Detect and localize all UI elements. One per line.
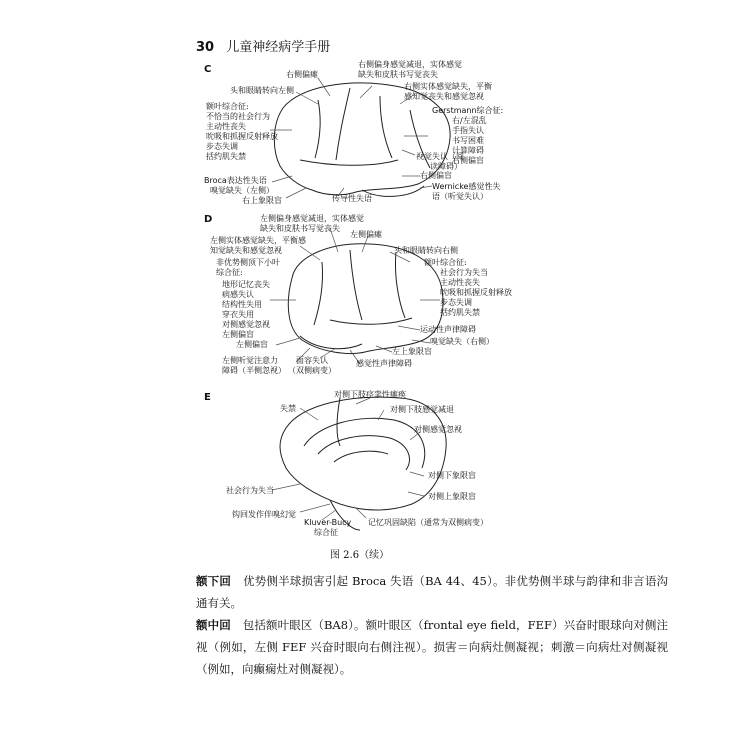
c-label-wernicke-2: 语（听觉失认） bbox=[432, 192, 488, 201]
d-label-left1-2: 知觉缺失和感觉忽视 bbox=[210, 246, 282, 255]
panel-d-letter: D bbox=[204, 214, 213, 225]
c-label-wernicke-1: Wernicke感觉性失 bbox=[432, 182, 501, 191]
d-label-left1-1: 左侧实体感觉缺失，平衡感 bbox=[210, 236, 306, 245]
e-label-kluver-1: Kluver-Bucy bbox=[304, 518, 352, 527]
d-nd-item: 结构性失用 bbox=[222, 300, 262, 309]
e-label-incontinence: 失禁 bbox=[280, 404, 296, 413]
brain-e-cingulate bbox=[304, 418, 425, 468]
e-label-memory: 记忆巩固缺陷（通常为双侧病变） bbox=[368, 518, 488, 527]
c-label-top-2: 缺失和皮肤书写觉丧失 bbox=[358, 70, 438, 79]
c-frontal-item: 主动性丧失 bbox=[206, 122, 246, 131]
c-label-right-hemianopia: 右侧偏盲 bbox=[420, 171, 452, 180]
c-frontal-title: 额叶综合征: bbox=[206, 102, 249, 111]
d-frontal-item: 主动性丧失 bbox=[440, 278, 480, 287]
e-label-neglect: 对侧感觉忽视 bbox=[414, 425, 462, 434]
paragraph-term: 额下回 bbox=[196, 574, 232, 588]
c-label-right-hemiplegia: 右侧偏瘫 bbox=[286, 70, 318, 79]
d-label-motor-aprosody: 运动性声律障碍 bbox=[420, 325, 476, 334]
paragraph-text: 包括额叶眼区（BA8）。额叶眼区（frontal eye field，FEF）兴奋时眼球向对侧注视（例如，左侧 FEF 兴奋时眼向右侧注视）。损害＝向病灶侧凝视；刺激＝向病灶对侧凝视（例如，向癫痫灶对侧凝视）。 bbox=[196, 618, 668, 676]
d-nd-item: 地形记忆丧失 bbox=[222, 280, 270, 289]
c-gerstmann-item: 计算障碍 bbox=[452, 146, 484, 155]
d-label-anosmia: 嗅觉缺失（右侧） bbox=[430, 337, 494, 346]
d-label-prosop-1: 面容失认 bbox=[296, 356, 328, 365]
d-nd-item: 左侧偏盲 bbox=[222, 330, 254, 339]
book-title: 儿童神经病学手册 bbox=[226, 40, 331, 55]
d-label-head-eyes: 头和眼睛转向右侧 bbox=[394, 246, 458, 255]
paragraph-term: 额中回 bbox=[196, 618, 231, 632]
e-label-lower-quadrant: 对侧下象限盲 bbox=[428, 471, 476, 480]
panel-e-letter: E bbox=[204, 392, 211, 403]
figure-caption: 图 2.6（续） bbox=[330, 550, 390, 561]
d-label-left-hemiplegia: 左侧偏瘫 bbox=[350, 230, 382, 239]
e-label-kluver-2: 综合征 bbox=[314, 528, 338, 537]
c-label-broca: Broca表达性失语 bbox=[204, 176, 267, 185]
c-label-upper-quadrant: 右上象限盲 bbox=[242, 196, 282, 205]
d-nd-item: 穿衣失用 bbox=[222, 310, 254, 319]
panel-c-letter: C bbox=[204, 64, 212, 75]
d-frontal-item: 括约肌失禁 bbox=[440, 308, 480, 317]
c-label-head-eyes: 头和眼睛转向左侧 bbox=[230, 86, 294, 95]
c-frontal-item: 不恰当的社会行为 bbox=[206, 112, 270, 121]
c-gerstmann-item: 书写困难 bbox=[452, 136, 484, 145]
paragraph-inferior-frontal bbox=[196, 570, 668, 614]
figure-leader-lines bbox=[270, 78, 440, 520]
c-label-top-1: 右侧偏身感觉减退，实体感觉 bbox=[358, 60, 462, 69]
c-gerstmann-item: 手指失认 bbox=[452, 126, 484, 135]
c-frontal-item: 步态失调 bbox=[206, 142, 238, 151]
brain-d-cerebellum bbox=[300, 336, 362, 349]
c-gerstmann-item: 右侧偏盲 bbox=[452, 156, 484, 165]
d-label-prosop-2: （双侧病变） bbox=[288, 366, 336, 375]
e-label-leg-sensory: 对侧下肢感觉减退 bbox=[390, 405, 454, 414]
d-label-top-1: 左侧偏身感觉减退，实体感觉 bbox=[260, 214, 364, 223]
c-gerstmann-item: 右/左混乱 bbox=[452, 116, 487, 125]
d-frontal-item: 步态失调 bbox=[440, 298, 472, 307]
d-frontal-title: 额叶综合征: bbox=[424, 258, 467, 267]
d-label-upper-quadrant: 左上象限盲 bbox=[392, 347, 432, 356]
c-frontal-item: 吮吸和抓握反射释放 bbox=[206, 132, 278, 141]
d-label-sensory-aprosody: 感觉性声律障碍 bbox=[356, 359, 412, 368]
c-label-agnosia-2: 读障碍） bbox=[430, 162, 462, 171]
c-label-anosmia: 嗅觉缺失（左侧） bbox=[210, 186, 274, 195]
c-label-right1-1: 右侧实体感觉缺失，平衡 bbox=[404, 82, 492, 91]
d-nd-item: 病感失认 bbox=[222, 290, 254, 299]
d-label-left-hemianopia: 左侧偏盲 bbox=[236, 340, 268, 349]
brain-d-temporal bbox=[330, 318, 412, 324]
e-label-social: 社会行为失当 bbox=[226, 486, 274, 495]
brain-c-temporal bbox=[300, 160, 398, 165]
c-gerstmann-title: Gerstmann综合征: bbox=[432, 106, 504, 115]
c-label-right1-2: 感知觉丧失和感觉忽视 bbox=[404, 92, 484, 101]
e-label-leg-paralysis: 对侧下肢痉挛性瘫痪 bbox=[334, 390, 406, 399]
brain-e-corpus-callosum bbox=[318, 436, 409, 470]
d-label-top-2: 缺失和皮肤书写觉丧失 bbox=[260, 224, 340, 233]
d-label-neglect-1: 左侧听觉注意力 bbox=[222, 356, 278, 365]
d-nd-item: 对侧感觉忽视 bbox=[222, 320, 270, 329]
brain-d-outline bbox=[288, 244, 443, 354]
d-label-neglect-2: 障碍（半侧忽视） bbox=[222, 366, 286, 375]
e-label-uncinate: 钩回发作伴嗅幻觉 bbox=[232, 510, 296, 519]
page-number: 30 bbox=[196, 40, 215, 55]
d-frontal-item: 吮吸和抓握反射释放 bbox=[440, 288, 512, 297]
e-label-upper-quadrant: 对侧上象限盲 bbox=[428, 492, 476, 501]
d-frontal-item: 社会行为失当 bbox=[440, 268, 488, 277]
paragraph-text: 优势侧半球损害引起 Broca 失语（BA 44、45）。非优势侧半球与韵律和非言语沟通有关。 bbox=[196, 574, 669, 610]
d-nd-title-2: 综合征: bbox=[216, 268, 243, 277]
c-frontal-item: 括约肌失禁 bbox=[206, 152, 246, 161]
c-label-conduction: 传导性失语 bbox=[332, 194, 372, 203]
d-nd-title-1: 非优势侧顶下小叶 bbox=[216, 258, 280, 267]
c-label-agnosia-1: 视觉失认（阅 bbox=[416, 152, 464, 161]
paragraph-middle-frontal bbox=[196, 614, 668, 680]
